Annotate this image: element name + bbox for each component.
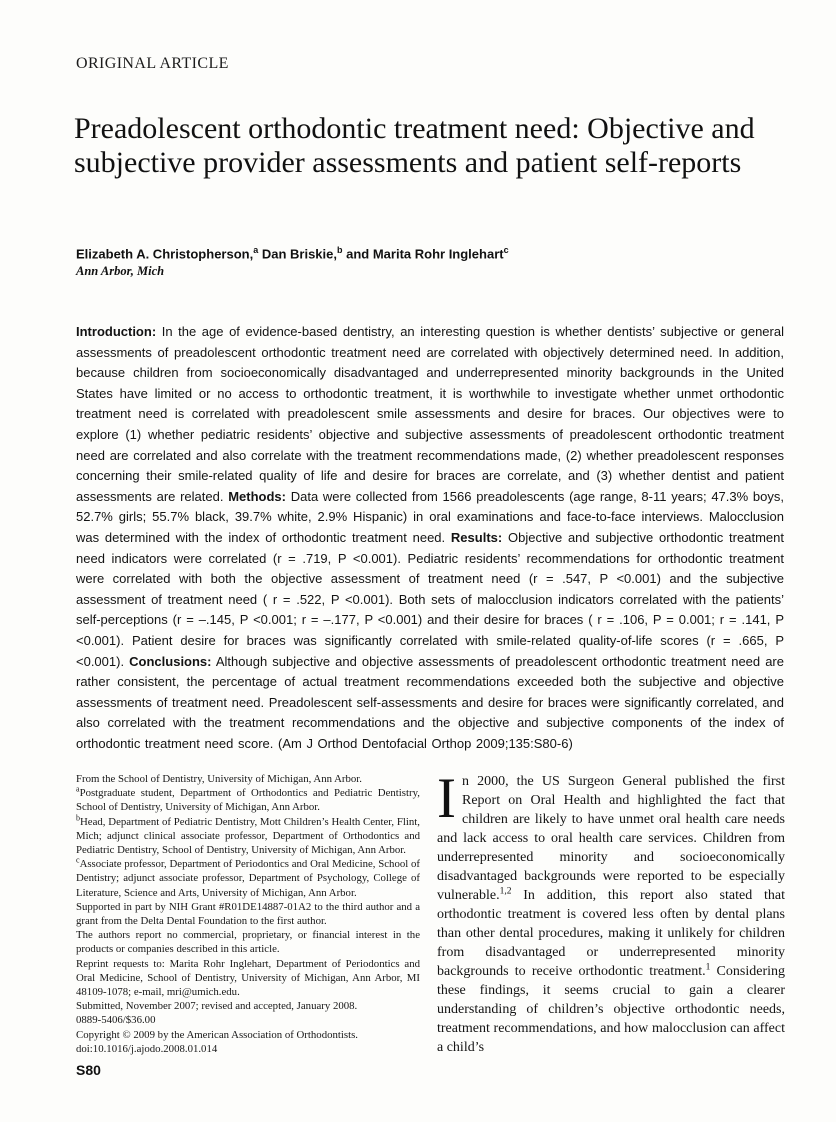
footnote-marker: b [76,813,80,823]
introduction-paragraph [437,767,785,1057]
abstract-conclusions-text: Although subjective and objective assessments of preadolescent orthodontic treatment need are rather consistent, the percentage of actual treatment recommendations exceeded both the subjective and objective assessments of treatment need. Preadolescent self-assessments and desire for braces were significantly correlated, and also correlated with the treatment recommendations and the objective and subjective components of the index of orthodontic treatment need score. (Am J Orthod Dentofacial Orthop 2009;135:S80-6) [76,653,784,751]
footnote-marker: c [76,855,80,865]
footnote-author-c: $^c$Associate professor, Department of Periodontics and Oral Medicine, School of Dentistry; adjunct associate professor, Department of Psychology, College of Literature, Science and Arts, University of Michigan, Ann Arbor. [76,855,420,899]
drop-cap: I [437,767,456,830]
abstract-paragraph [76,322,784,754]
author-1-affiliation-mark: a [253,245,259,255]
abstract-introduction-label: Introduction: [76,324,157,339]
footnote-author-a: $^a$Postgraduate student, Department of Orthodontics and Pediatric Dentistry, School of Dentistry, University of Michigan, Ann Arbor. [76,784,420,814]
author-1-name: Elizabeth A. Christopherson, [76,246,254,262]
author-3-affiliation-mark: c [503,245,509,255]
abstract-conclusions-label: Conclusions: [129,653,212,669]
abstract-results-text: Objective and subjective orthodontic treatment need indicators were correlated (r = .719, P <0.001). Pediatric residents’ recommendations for orthodontic treatment were correlated with both the objective assessment of treatment need (r = .547, P <0.001) and the subjective assessment of treatment need ( r = .522, P <0.001). Both sets of malocclusion indicators correlated with the patients’ self-perceptions (r = –.145, P <0.001; r = –.177, P <0.001) and their desire for braces ( r = .106, P = 0.001; r = .141, P <0.001). Patient desire for braces was significantly correlated with smile-related quality-of-life scores (r = .665, P <0.001). [76,529,784,669]
footnote-marker: a [76,784,80,794]
page-number: S80 [76,1062,101,1078]
footnote-copyright: Copyright © 2009 by the American Association of Orthodontists. [76,1028,358,1041]
author-line [76,245,776,261]
abstract-results-label: Results: [450,529,503,545]
citation-ref-1: 1 [705,962,711,973]
footnote-column [76,772,420,1056]
author-2-name: Dan Briskie, [261,246,337,262]
footnote-author-b: $^b$Head, Department of Pediatric Dentistry, Mott Children’s Health Center, Flint, Mich; adjunct clinical associate professor, Department of Orthodontics and Pediatric Dentistry, School of Dentistry, University of Michigan, Ann Arbor. [76,813,420,857]
abstract-methods-text: Data were collected from 1566 preadolescents (age range, 8-11 years; 47.3% boys, 52.7% girls; 55.7% black, 39.7% white, 2.9% Hispanic) in oral examinations and face-to-face interviews. Malocclusion was determined with the index of orthodontic treatment need. [76,488,784,545]
abstract-introduction-text: In the age of evidence-based dentistry, an interesting question is whether dentists’ subjective or general assessments of preadolescent orthodontic treatment need are correlated with objectively determined need. In addition, because children from socioeconomically disadvantaged and underrepresented minority backgrounds in the United States have limited or no access to orthodontic treatment, it is worthwhile to investigate whether unmet orthodontic treatment need is correlated with preadolescent smile assessments and desire for braces. Our objectives were to explore (1) whether pediatric residents’ objective and subjective assessments of preadolescent orthodontic treatment need are correlated and also correlate with the treatment recommendations made, (2) whether preadolescent responses concerning their smile-related quality of life and desire for braces are correlate, and (3) whether dentist and patient assessments are related. [76,324,784,504]
abstract-methods-label: Methods: [228,488,286,504]
author-2-affiliation-mark: b [337,245,343,255]
intro-run-1: n 2000, the US Surgeon General published the first Report on Oral Health and highlighted the fact that children are likely to have unmet oral health care needs and lack access to oral health care services. Children from underrepresented minority and socioeconomically disadvantaged backgrounds were reported to be especially vulnerable. [437,774,785,903]
author-3-name: and Marita Rohr Inglehart [346,246,504,262]
article-title: Preadolescent orthodontic treatment need: Objective and subjective provider assessments and patient self-reports [74,112,755,179]
footnote-source: From the School of Dentistry, University of Michigan, Ann Arbor. [76,773,362,785]
body-text-column [437,767,785,1057]
intro-run-3: Considering these findings, it seems crucial to gain a clearer understanding of children’s objective orthodontic needs, treatment recommendations, and how malocclusion can affect a child’s [437,964,785,1055]
affiliation-city: Ann Arbor, Mich [76,264,165,278]
footnote-issn-price: 0889-5406/$36.00 [76,1014,156,1027]
footnote-doi: doi:10.1016/j.ajodo.2008.01.014 [76,1042,218,1055]
footnote-reprint-requests: Reprint requests to: Marita Rohr Inglehart, Department of Periodontics and Oral Medicine, School of Dentistry, University of Michigan, Ann Arbor, MI 48109-1078; e-mail, mri@umich.edu. [76,957,420,999]
footnote-disclosure: The authors report no commercial, proprietary, or financial interest in the products or companies described in this article. [76,929,420,956]
footnote-funding: Supported in part by NIH Grant #R01DE14887-01A2 to the third author and a grant from the Delta Dental Foundation to the first author. [76,900,420,928]
footnote-submission-dates: Submitted, November 2007; revised and accepted, January 2008. [76,1000,358,1013]
intro-run-2: In addition, this report also stated that orthodontic treatment is covered less often by dental plans than other dental procedures, making it unlikely for children from disadvantaged or underrepresented minority backgrounds to receive orthodontic treatment. [437,888,785,979]
article-type-label: ORIGINAL ARTICLE [76,55,229,72]
citation-ref-1-2: 1,2 [499,886,512,897]
